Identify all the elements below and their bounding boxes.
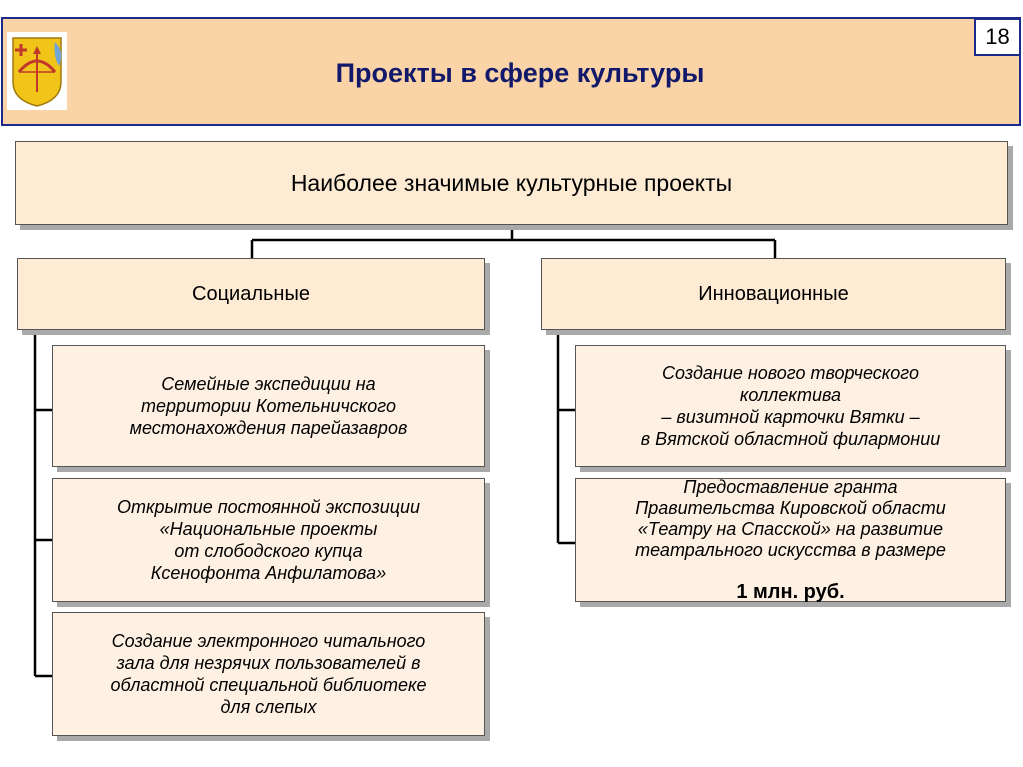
social-project-item: Семейные экспедиции на территории Котельничского местонахождения парейазавров bbox=[52, 345, 485, 467]
main-projects-box: Наиболее значимые культурные проекты bbox=[15, 141, 1008, 225]
innovation-project-item: Создание нового творческого коллектива – визитной карточки Вятки – в Вятской областной филармонии bbox=[575, 345, 1006, 467]
social-project-item: Создание электронного читального зала для незрячих пользователей в областной специальной библиотеке для слепых bbox=[52, 612, 485, 736]
grant-amount: 1 млн. руб. bbox=[736, 581, 845, 603]
category-social: Социальные bbox=[17, 258, 485, 330]
page-number: 18 bbox=[974, 18, 1021, 56]
social-project-item: Открытие постоянной экспозиции «Национальные проекты от слободского купца Ксенофонта Анфилатова» bbox=[52, 478, 485, 602]
innovation-project-item bbox=[575, 478, 1006, 602]
page-title: Проекты в сфере культуры bbox=[335, 57, 705, 88]
category-innovation: Инновационные bbox=[541, 258, 1006, 330]
grant-description: Предоставление гранта Правительства Кировской области «Театру на Спасской» на развитие театрального искусства в размере bbox=[635, 477, 946, 560]
